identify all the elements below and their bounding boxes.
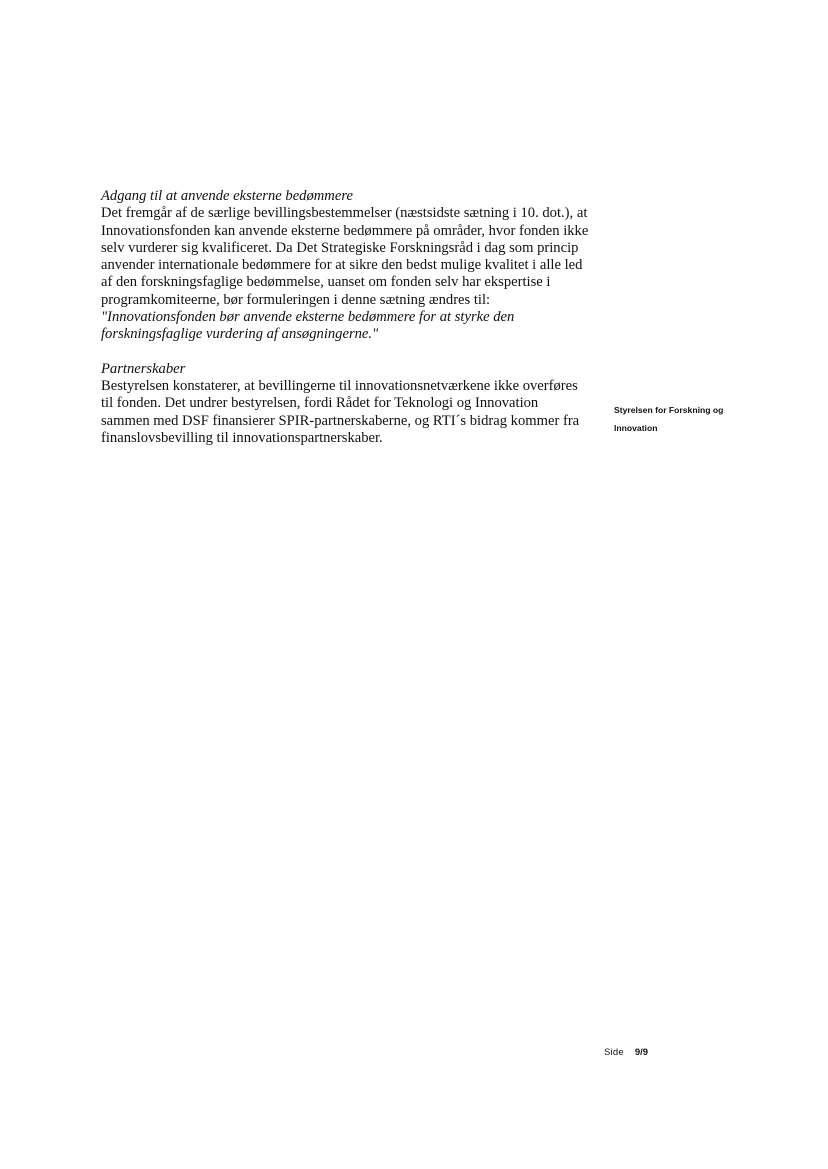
paragraph-line: finanslovsbevilling til innovationspartnerskaber. [101, 429, 383, 446]
paragraph-line: til fonden. Det undrer bestyrelsen, fordi Rådet for Teknologi og Innovation [101, 395, 539, 412]
paragraph-line: anvender internationale bedømmere for at sikre den bedst mulige kvalitet i alle led [101, 257, 583, 274]
page-number: 9/9 [634, 1047, 649, 1058]
section-heading: Partnerskaber [101, 360, 186, 377]
quote-line: "Innovationsfonden bør anvende eksterne bedømmere for at styrke den [101, 309, 515, 326]
section-partnerships [101, 361, 591, 447]
page-label: Side [604, 1047, 624, 1058]
paragraph-line: af den forskningsfaglige bedømmelse, uanset om fonden selv har ekspertise i [101, 274, 551, 291]
sender-sidebar [614, 401, 804, 437]
paragraph-line: sammen med DSF finansierer SPIR-partnerskaberne, og RTI´s bidrag kommer fra [101, 412, 580, 429]
section-external-reviewers [101, 188, 591, 344]
paragraph-line: Bestyrelsen konstaterer, at bevillingerne til innovationsnetværkene ikke overføres [101, 377, 578, 394]
paragraph-line: selv vurderer sig kvalificeret. Da Det Strategiske Forskningsråd i dag som princip [101, 239, 579, 256]
paragraph-line: Innovationsfonden kan anvende eksterne bedømmere på områder, hvor fonden ikke [101, 222, 589, 239]
sender-name-line: Innovation [614, 423, 658, 433]
sender-name-line: Styrelsen for Forskning og [614, 405, 724, 415]
section-heading: Adgang til at anvende eksterne bedømmere [101, 188, 353, 204]
main-text [101, 188, 591, 447]
paragraph-line: Det fremgår af de særlige bevillingsbestemmelser (næstsidste sætning i 10. dot.), at [101, 205, 588, 222]
quote-line: forskningsfaglige vurdering af ansøgningerne." [101, 326, 379, 343]
paragraph-line: programkomiteerne, bør formuleringen i denne sætning ændres til: [101, 291, 491, 308]
page-footer [604, 1047, 648, 1058]
